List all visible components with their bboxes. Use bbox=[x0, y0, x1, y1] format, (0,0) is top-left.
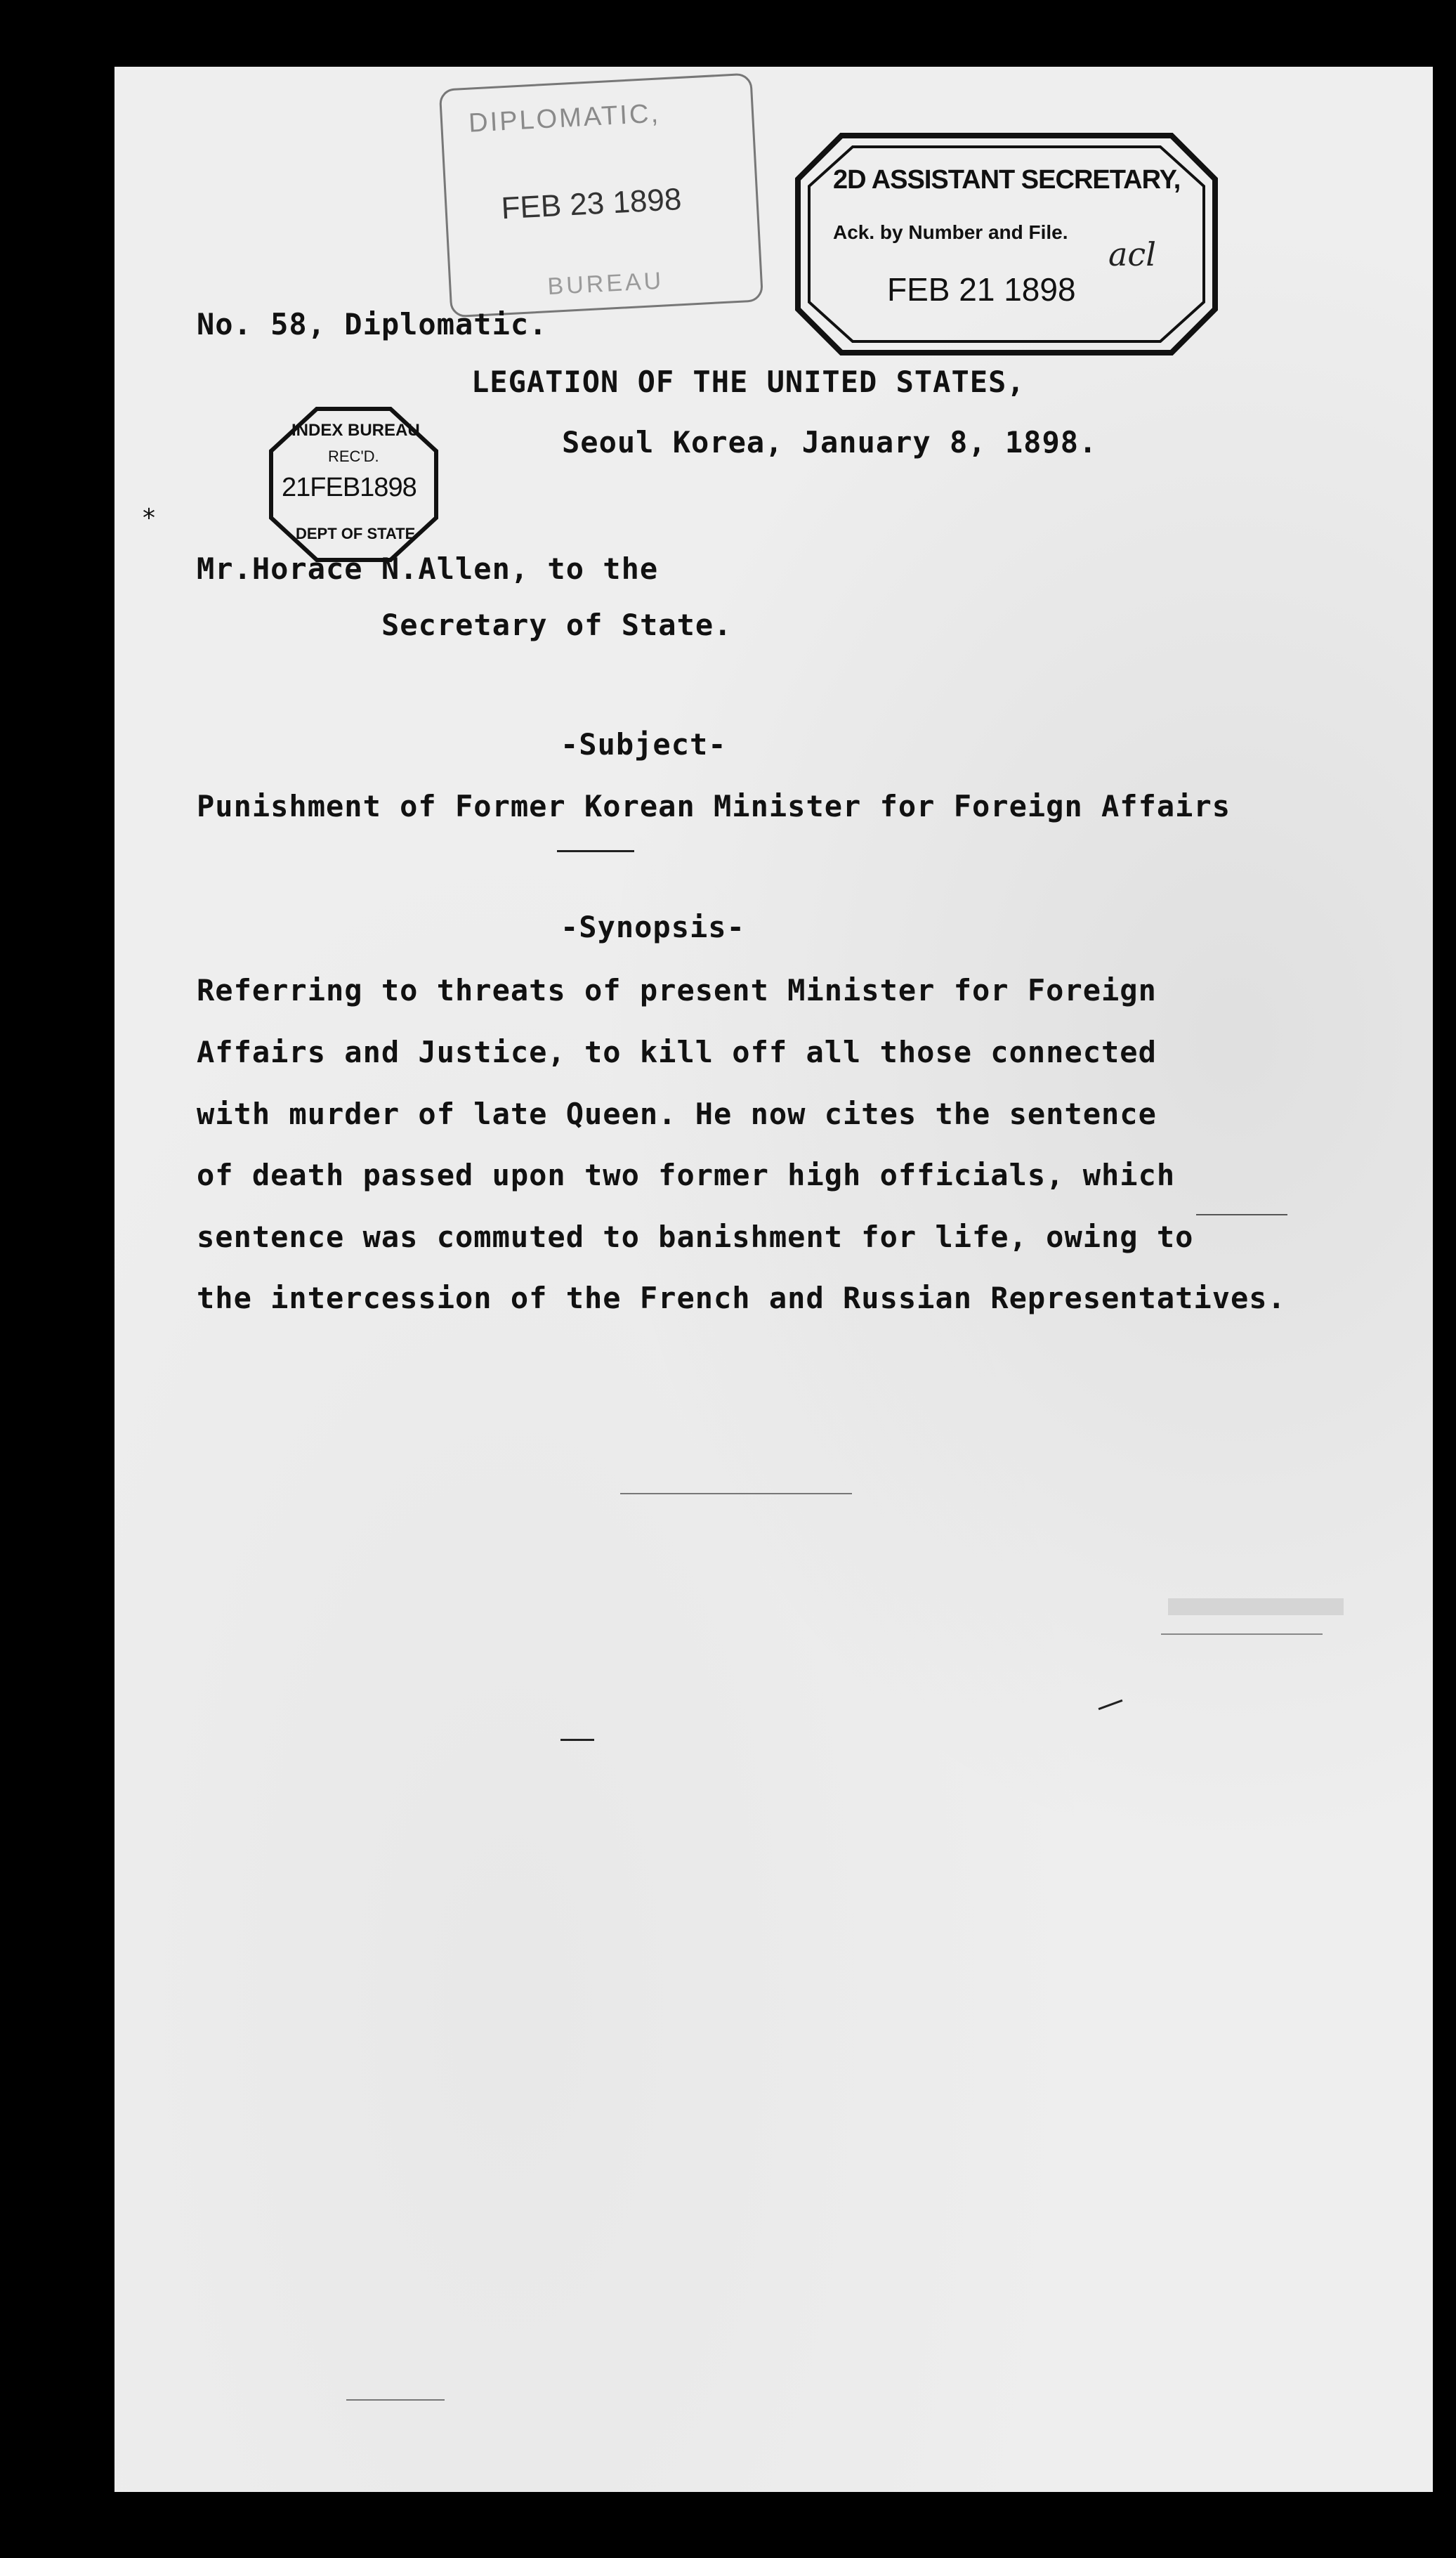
index-bureau-stamp-date: 21FEB1898 bbox=[282, 473, 417, 502]
assistant-secretary-stamp-ack: Ack. by Number and File. bbox=[833, 221, 1068, 243]
assistant-secretary-stamp-date: FEB 21 1898 bbox=[887, 271, 1076, 308]
synopsis-line: Affairs and Justice, to kill off all those connected bbox=[197, 1035, 1157, 1069]
sender-line: Mr.Horace N.Allen, to the bbox=[197, 552, 659, 586]
scan-mark bbox=[1161, 1633, 1323, 1635]
scan-mark bbox=[1098, 1699, 1123, 1710]
synopsis-line: of death passed upon two former high officials, which bbox=[197, 1158, 1176, 1192]
index-bureau-stamp-top: INDEX BUREAU bbox=[291, 421, 420, 440]
subject-text: Punishment of Former Korean Minister for Foreign Affairs bbox=[197, 789, 1231, 823]
margin-star-mark: * bbox=[143, 504, 155, 533]
synopsis-line: Referring to threats of present Minister for Foreign bbox=[197, 973, 1157, 1007]
scan-mark bbox=[1168, 1598, 1344, 1615]
index-bureau-stamp bbox=[268, 405, 440, 563]
synopsis-heading: -Synopsis- bbox=[560, 910, 745, 944]
assistant-secretary-stamp-frame bbox=[792, 130, 1221, 358]
diplomatic-stamp-bureau: BUREAU bbox=[546, 267, 665, 301]
index-bureau-stamp-bottom: DEPT OF STATE bbox=[296, 525, 416, 542]
scan-mark bbox=[557, 850, 634, 852]
assistant-secretary-stamp-title: 2D ASSISTANT SECRETARY, bbox=[833, 165, 1181, 195]
assistant-secretary-stamp bbox=[792, 130, 1221, 358]
dispatch-number: No. 58, Diplomatic. bbox=[197, 307, 548, 341]
diplomatic-bureau-stamp bbox=[439, 73, 763, 321]
document-page bbox=[114, 67, 1433, 2492]
handwritten-initials: acl bbox=[1108, 235, 1156, 273]
diplomatic-stamp-title: DIPLOMATIC, bbox=[468, 98, 662, 138]
synopsis-line: the intercession of the French and Russian Representatives. bbox=[197, 1281, 1286, 1315]
recipient-line: Secretary of State. bbox=[381, 608, 733, 642]
synopsis-line: sentence was commuted to banishment for life, owing to bbox=[197, 1220, 1194, 1254]
place-and-date: Seoul Korea, January 8, 1898. bbox=[562, 425, 1098, 459]
index-bureau-stamp-recd: REC'D. bbox=[328, 448, 379, 465]
subject-heading: -Subject- bbox=[560, 727, 727, 762]
scan-mark bbox=[620, 1493, 852, 1494]
diplomatic-stamp-date: FEB 23 1898 bbox=[500, 182, 683, 226]
scan-mark bbox=[346, 2399, 445, 2401]
legation-heading: LEGATION OF THE UNITED STATES, bbox=[471, 365, 1025, 399]
scan-mark bbox=[560, 1739, 594, 1741]
scan-mark bbox=[1196, 1214, 1287, 1215]
synopsis-line: with murder of late Queen. He now cites the sentence bbox=[197, 1097, 1157, 1131]
